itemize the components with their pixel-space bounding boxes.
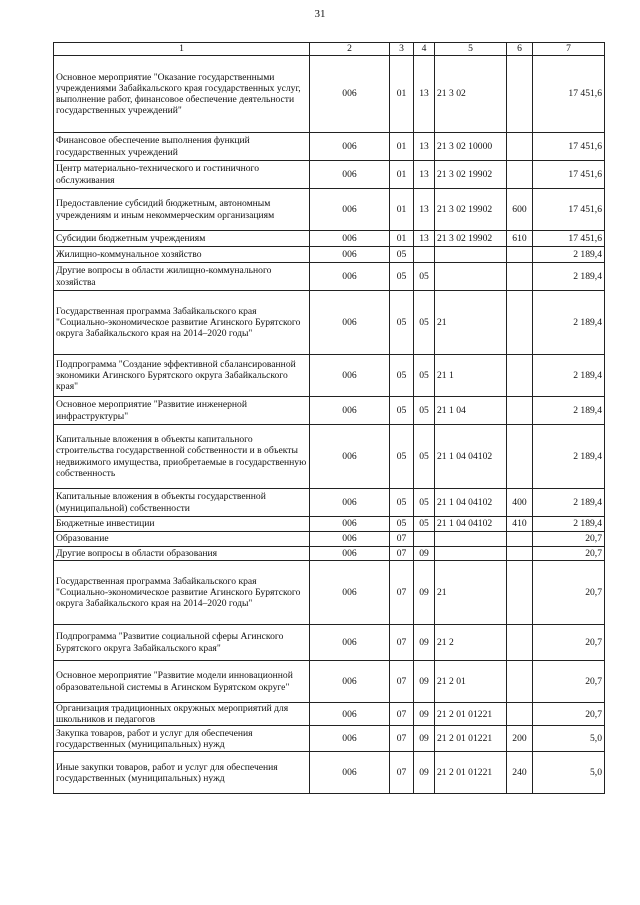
row-subsection-code: 09 bbox=[414, 726, 435, 752]
row-target-article: 21 bbox=[435, 291, 507, 355]
row-ved-code: 006 bbox=[310, 247, 390, 263]
row-subsection-code: 05 bbox=[414, 489, 435, 517]
row-name: Государственная программа Забайкальского края "Социально-экономическое развитие Агинского Бурятского округа Забайкальского края на 2014–2020 годы" bbox=[54, 291, 310, 355]
row-expense-type bbox=[507, 625, 533, 661]
table-row bbox=[54, 355, 605, 397]
row-section-code: 05 bbox=[390, 425, 414, 489]
row-name: Образование bbox=[54, 532, 310, 547]
row-section-code: 07 bbox=[390, 661, 414, 703]
row-section-code: 01 bbox=[390, 161, 414, 189]
row-amount: 20,7 bbox=[533, 625, 605, 661]
row-section-code: 07 bbox=[390, 561, 414, 625]
row-section-code: 01 bbox=[390, 133, 414, 161]
row-amount: 2 189,4 bbox=[533, 263, 605, 291]
row-target-article: 21 2 01 01221 bbox=[435, 726, 507, 752]
row-section-code: 07 bbox=[390, 752, 414, 794]
row-expense-type bbox=[507, 703, 533, 726]
row-ved-code: 006 bbox=[310, 291, 390, 355]
row-expense-type bbox=[507, 56, 533, 133]
row-expense-type: 410 bbox=[507, 517, 533, 532]
row-section-code: 01 bbox=[390, 231, 414, 247]
row-ved-code: 006 bbox=[310, 189, 390, 231]
row-target-article bbox=[435, 532, 507, 547]
row-name: Капитальные вложения в объекты капитального строительства государственной собственности и в объекты недвижимого имущества, приобретаемые в государственную собственность bbox=[54, 425, 310, 489]
row-ved-code: 006 bbox=[310, 547, 390, 561]
row-target-article: 21 1 04 04102 bbox=[435, 517, 507, 532]
row-subsection-code: 09 bbox=[414, 703, 435, 726]
row-amount: 20,7 bbox=[533, 703, 605, 726]
table-row bbox=[54, 397, 605, 425]
row-subsection-code: 13 bbox=[414, 231, 435, 247]
row-ved-code: 006 bbox=[310, 397, 390, 425]
table-row bbox=[54, 532, 605, 547]
row-expense-type bbox=[507, 247, 533, 263]
row-expense-type bbox=[507, 532, 533, 547]
row-subsection-code: 09 bbox=[414, 752, 435, 794]
row-name: Финансовое обеспечение выполнения функций государственных учреждений bbox=[54, 133, 310, 161]
row-subsection-code bbox=[414, 532, 435, 547]
row-amount: 5,0 bbox=[533, 752, 605, 794]
row-amount: 17 451,6 bbox=[533, 189, 605, 231]
row-expense-type bbox=[507, 161, 533, 189]
row-ved-code: 006 bbox=[310, 425, 390, 489]
table-row bbox=[54, 726, 605, 752]
row-section-code: 05 bbox=[390, 263, 414, 291]
row-amount: 2 189,4 bbox=[533, 355, 605, 397]
row-subsection-code: 05 bbox=[414, 425, 435, 489]
row-target-article: 21 3 02 10000 bbox=[435, 133, 507, 161]
row-subsection-code: 05 bbox=[414, 517, 435, 532]
row-section-code: 07 bbox=[390, 726, 414, 752]
row-name: Основное мероприятие "Развитие модели инновационной образовательной системы в Агинском Бурятском округе" bbox=[54, 661, 310, 703]
row-subsection-code: 13 bbox=[414, 56, 435, 133]
header-cell: 3 bbox=[390, 43, 414, 56]
row-ved-code: 006 bbox=[310, 752, 390, 794]
row-subsection-code: 09 bbox=[414, 661, 435, 703]
row-subsection-code: 05 bbox=[414, 355, 435, 397]
table-row bbox=[54, 489, 605, 517]
table-header-row bbox=[54, 43, 605, 56]
row-amount: 20,7 bbox=[533, 561, 605, 625]
row-section-code: 01 bbox=[390, 189, 414, 231]
row-name: Жилищно-коммунальное хозяйство bbox=[54, 247, 310, 263]
row-subsection-code: 13 bbox=[414, 133, 435, 161]
row-amount: 17 451,6 bbox=[533, 231, 605, 247]
header-cell: 5 bbox=[435, 43, 507, 56]
table-row bbox=[54, 703, 605, 726]
row-target-article: 21 2 01 01221 bbox=[435, 703, 507, 726]
row-expense-type bbox=[507, 425, 533, 489]
row-target-article: 21 3 02 19902 bbox=[435, 189, 507, 231]
row-target-article: 21 3 02 bbox=[435, 56, 507, 133]
row-section-code: 07 bbox=[390, 532, 414, 547]
row-section-code: 07 bbox=[390, 625, 414, 661]
row-target-article: 21 3 02 19902 bbox=[435, 231, 507, 247]
row-expense-type: 200 bbox=[507, 726, 533, 752]
table-row bbox=[54, 547, 605, 561]
row-name: Подпрограмма "Развитие социальной сферы Агинского Бурятского округа Забайкальского края" bbox=[54, 625, 310, 661]
row-name: Центр материально-технического и гостиничного обслуживания bbox=[54, 161, 310, 189]
row-subsection-code: 09 bbox=[414, 561, 435, 625]
row-target-article: 21 2 bbox=[435, 625, 507, 661]
table-row bbox=[54, 161, 605, 189]
row-expense-type bbox=[507, 547, 533, 561]
row-amount: 17 451,6 bbox=[533, 133, 605, 161]
row-name: Государственная программа Забайкальского края "Социально-экономическое развитие Агинского Бурятского округа Забайкальского края на 2014–2020 годы" bbox=[54, 561, 310, 625]
table-row bbox=[54, 561, 605, 625]
row-name: Основное мероприятие "Оказание государственными учреждениями Забайкальского края государственных услуг, выполнение работ, финансовое обеспечение деятельности государственных учреждений" bbox=[54, 56, 310, 133]
table-row bbox=[54, 231, 605, 247]
row-expense-type: 600 bbox=[507, 189, 533, 231]
row-name: Бюджетные инвестиции bbox=[54, 517, 310, 532]
row-ved-code: 006 bbox=[310, 231, 390, 247]
header-cell: 2 bbox=[310, 43, 390, 56]
row-ved-code: 006 bbox=[310, 489, 390, 517]
row-name: Организация традиционных окружных мероприятий для школьников и педагогов bbox=[54, 703, 310, 726]
row-target-article: 21 1 04 bbox=[435, 397, 507, 425]
row-expense-type: 400 bbox=[507, 489, 533, 517]
row-expense-type bbox=[507, 661, 533, 703]
row-ved-code: 006 bbox=[310, 532, 390, 547]
row-ved-code: 006 bbox=[310, 133, 390, 161]
row-amount: 2 189,4 bbox=[533, 397, 605, 425]
row-subsection-code: 05 bbox=[414, 397, 435, 425]
row-ved-code: 006 bbox=[310, 161, 390, 189]
row-name: Другие вопросы в области жилищно-коммунального хозяйства bbox=[54, 263, 310, 291]
table-row bbox=[54, 291, 605, 355]
row-ved-code: 006 bbox=[310, 355, 390, 397]
row-subsection-code: 05 bbox=[414, 263, 435, 291]
row-name: Закупка товаров, работ и услуг для обеспечения государственных (муниципальных) нужд bbox=[54, 726, 310, 752]
row-ved-code: 006 bbox=[310, 263, 390, 291]
row-target-article bbox=[435, 547, 507, 561]
row-ved-code: 006 bbox=[310, 625, 390, 661]
row-expense-type bbox=[507, 291, 533, 355]
row-ved-code: 006 bbox=[310, 561, 390, 625]
row-amount: 2 189,4 bbox=[533, 425, 605, 489]
row-amount: 17 451,6 bbox=[533, 161, 605, 189]
row-amount: 20,7 bbox=[533, 661, 605, 703]
row-target-article: 21 2 01 bbox=[435, 661, 507, 703]
row-subsection-code: 09 bbox=[414, 547, 435, 561]
row-expense-type bbox=[507, 561, 533, 625]
row-expense-type: 240 bbox=[507, 752, 533, 794]
row-ved-code: 006 bbox=[310, 726, 390, 752]
row-amount: 20,7 bbox=[533, 532, 605, 547]
row-section-code: 05 bbox=[390, 517, 414, 532]
row-target-article: 21 1 bbox=[435, 355, 507, 397]
row-subsection-code: 09 bbox=[414, 625, 435, 661]
row-ved-code: 006 bbox=[310, 56, 390, 133]
row-name: Другие вопросы в области образования bbox=[54, 547, 310, 561]
row-amount: 2 189,4 bbox=[533, 291, 605, 355]
row-section-code: 01 bbox=[390, 56, 414, 133]
row-amount: 2 189,4 bbox=[533, 489, 605, 517]
budget-table bbox=[53, 42, 605, 794]
row-name: Капитальные вложения в объекты государственной (муниципальной) собственности bbox=[54, 489, 310, 517]
row-amount: 17 451,6 bbox=[533, 56, 605, 133]
row-expense-type bbox=[507, 355, 533, 397]
table-row bbox=[54, 247, 605, 263]
row-section-code: 05 bbox=[390, 489, 414, 517]
row-subsection-code: 05 bbox=[414, 291, 435, 355]
row-name: Подпрограмма "Создание эффективной сбалансированной экономики Агинского Бурятского округа Забайкальского края" bbox=[54, 355, 310, 397]
table-row bbox=[54, 425, 605, 489]
row-expense-type: 610 bbox=[507, 231, 533, 247]
row-ved-code: 006 bbox=[310, 661, 390, 703]
row-ved-code: 006 bbox=[310, 517, 390, 532]
page-number: 31 bbox=[314, 8, 326, 20]
row-amount: 2 189,4 bbox=[533, 247, 605, 263]
table-row bbox=[54, 133, 605, 161]
row-subsection-code: 13 bbox=[414, 161, 435, 189]
row-target-article: 21 bbox=[435, 561, 507, 625]
row-target-article bbox=[435, 247, 507, 263]
row-target-article: 21 1 04 04102 bbox=[435, 489, 507, 517]
row-target-article: 21 1 04 04102 bbox=[435, 425, 507, 489]
row-section-code: 07 bbox=[390, 703, 414, 726]
row-name: Иные закупки товаров, работ и услуг для обеспечения государственных (муниципальных) нужд bbox=[54, 752, 310, 794]
table-row bbox=[54, 517, 605, 532]
row-expense-type bbox=[507, 397, 533, 425]
table-row bbox=[54, 189, 605, 231]
table-row bbox=[54, 56, 605, 133]
table-row bbox=[54, 625, 605, 661]
row-target-article bbox=[435, 263, 507, 291]
row-section-code: 07 bbox=[390, 547, 414, 561]
row-ved-code: 006 bbox=[310, 703, 390, 726]
row-subsection-code: 13 bbox=[414, 189, 435, 231]
table-row bbox=[54, 263, 605, 291]
header-cell: 4 bbox=[414, 43, 435, 56]
row-section-code: 05 bbox=[390, 397, 414, 425]
row-target-article: 21 3 02 19902 bbox=[435, 161, 507, 189]
row-amount: 5,0 bbox=[533, 726, 605, 752]
row-amount: 2 189,4 bbox=[533, 517, 605, 532]
table-row bbox=[54, 661, 605, 703]
header-cell: 6 bbox=[507, 43, 533, 56]
row-amount: 20,7 bbox=[533, 547, 605, 561]
row-section-code: 05 bbox=[390, 355, 414, 397]
row-name: Предоставление субсидий бюджетным, автономным учреждениям и иным некоммерческим организациям bbox=[54, 189, 310, 231]
row-section-code: 05 bbox=[390, 247, 414, 263]
row-section-code: 05 bbox=[390, 291, 414, 355]
row-expense-type bbox=[507, 263, 533, 291]
row-expense-type bbox=[507, 133, 533, 161]
table-row bbox=[54, 752, 605, 794]
header-cell: 7 bbox=[533, 43, 605, 56]
row-name: Субсидии бюджетным учреждениям bbox=[54, 231, 310, 247]
row-subsection-code bbox=[414, 247, 435, 263]
header-cell: 1 bbox=[54, 43, 310, 56]
row-name: Основное мероприятие "Развитие инженерной инфраструктуры" bbox=[54, 397, 310, 425]
row-target-article: 21 2 01 01221 bbox=[435, 752, 507, 794]
